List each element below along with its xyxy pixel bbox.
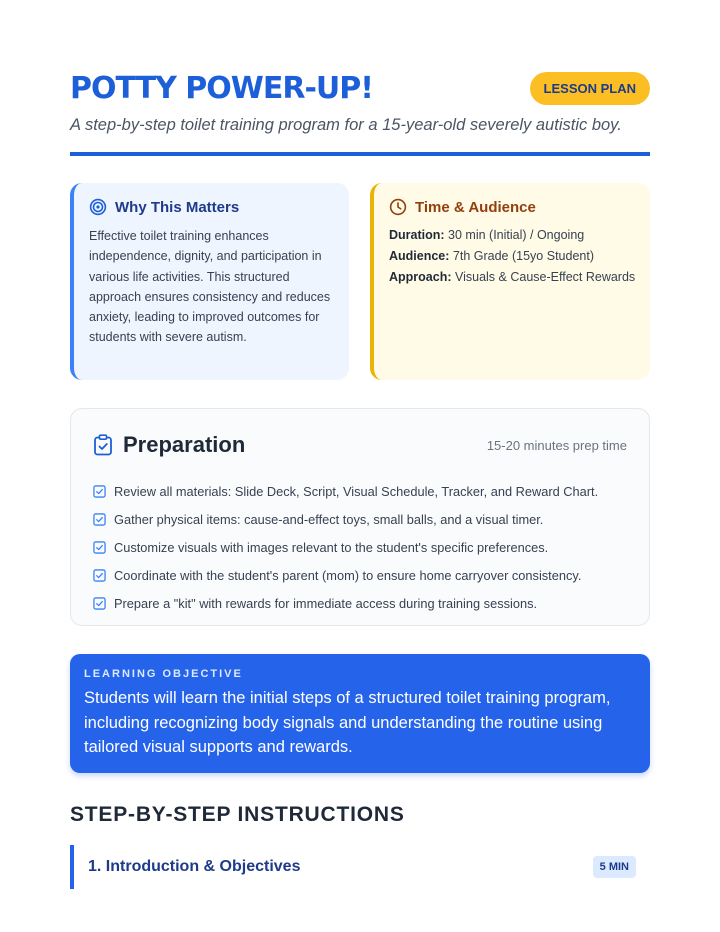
checklist-item: Prepare a "kit" with rewards for immediate access during training sessions. — [93, 590, 627, 618]
step-item — [70, 845, 636, 889]
objective-label: LEARNING OBJECTIVE — [84, 668, 243, 680]
checkbox-check-icon — [93, 569, 106, 582]
time-card-title: Time & Audience — [415, 198, 536, 216]
lesson-header — [70, 70, 650, 135]
why-this-matters-card — [70, 183, 349, 380]
steps-section-title: STEP-BY-STEP INSTRUCTIONS — [70, 803, 405, 826]
why-card-text: Effective toilet training enhances independence, dignity, and participation in various life activities. This structured approach ensures consistency and reduces anxiety, leading to improved outcomes for students with severe autism. — [89, 229, 331, 345]
prep-time-label: 15-20 minutes prep time — [486, 437, 627, 453]
checkbox-check-icon — [93, 513, 106, 526]
approach-row: Approach: Visuals & Cause-Effect Rewards — [389, 270, 636, 284]
why-card-header — [89, 198, 335, 216]
clipboard-check-icon — [93, 434, 113, 456]
checklist-item: Review all materials: Slide Deck, Script, Visual Schedule, Tracker, and Reward Chart. — [93, 477, 627, 505]
clock-icon — [389, 198, 407, 216]
target-icon — [89, 198, 107, 216]
page-subtitle: A step-by-step toilet training program for a 15-year-old severely autistic boy. — [70, 116, 622, 134]
checkbox-check-icon — [93, 485, 106, 498]
objective-text: Students will learn the initial steps of a structured toilet training program, including recognizing body signals and understanding the routine using tailored visual supports and rewards. — [84, 689, 611, 756]
time-audience-card — [370, 183, 650, 380]
time-card-header — [389, 198, 636, 216]
checkbox-check-icon — [93, 597, 106, 610]
checklist-item: Customize visuals with images relevant to the student's specific preferences. — [93, 533, 627, 561]
learning-objective-box — [70, 654, 650, 773]
preparation-card — [70, 408, 650, 626]
page-title: POTTY POWER-UP! — [70, 71, 373, 106]
checkbox-check-icon — [93, 541, 106, 554]
step-duration-badge: 5 MIN — [593, 856, 636, 878]
preparation-title: Preparation — [123, 432, 246, 457]
step-title: 1. Introduction & Objectives — [88, 858, 301, 875]
preparation-checklist — [93, 477, 627, 618]
checklist-item: Coordinate with the student's parent (mom) to ensure home carryover consistency. — [93, 562, 627, 590]
lesson-plan-badge: LESSON PLAN — [530, 72, 650, 105]
checklist-item: Gather physical items: cause-and-effect toys, small balls, and a visual timer. — [93, 505, 627, 533]
header-divider — [70, 152, 650, 156]
duration-row: Duration: 30 min (Initial) / Ongoing — [389, 228, 585, 242]
audience-row: Audience: 7th Grade (15yo Student) — [389, 249, 594, 263]
preparation-header — [93, 431, 627, 459]
why-card-title: Why This Matters — [115, 198, 240, 216]
